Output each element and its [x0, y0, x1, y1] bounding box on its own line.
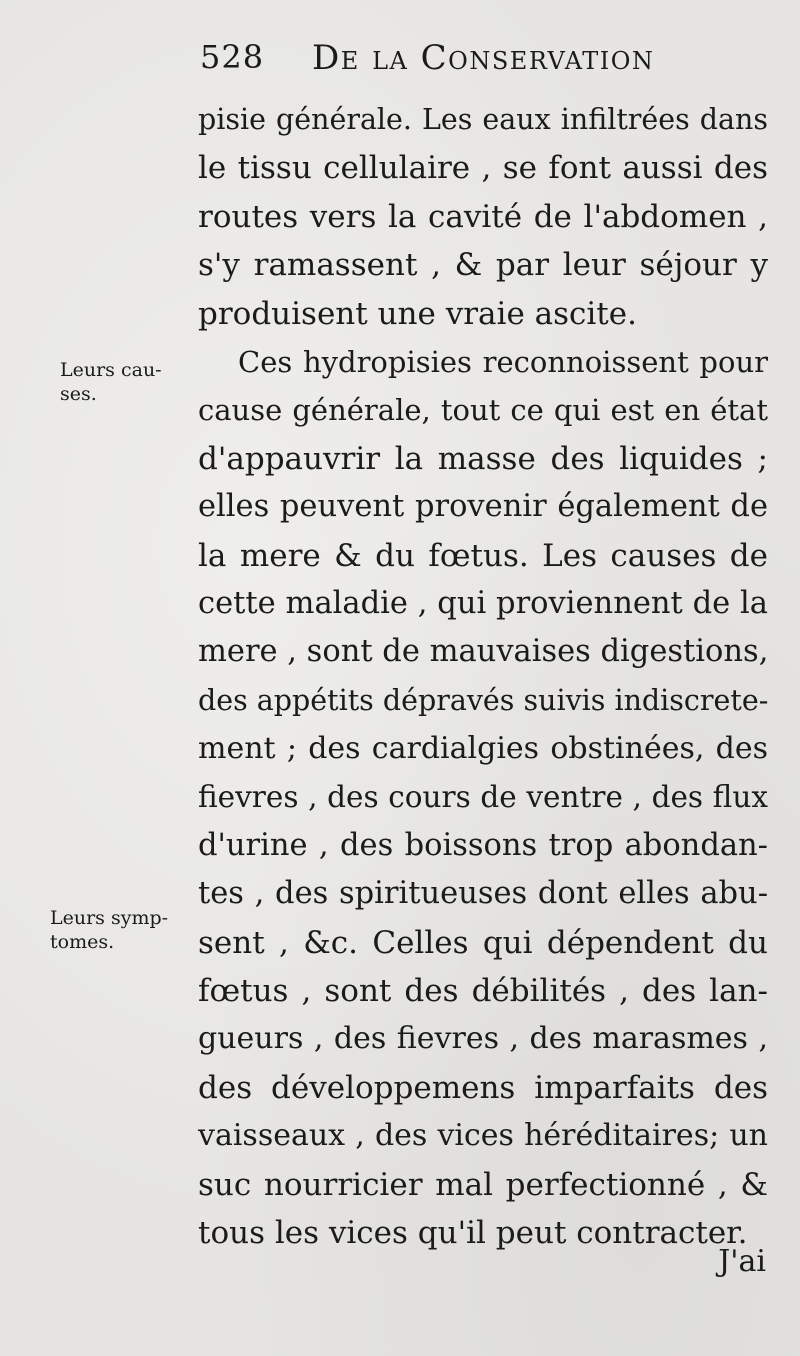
page-number: 528 [200, 38, 265, 76]
text-line: ment ; des cardialgies obstinées, des [198, 731, 768, 767]
margin-note-line: ses. [60, 383, 97, 405]
text-line: des développemens imparfaits des [198, 1069, 768, 1106]
text-line: cette maladie , qui proviennent de la [198, 585, 768, 621]
margin-note-symptoms [50, 906, 190, 954]
text-line: vaisseaux , des vices héréditaires; un [198, 1118, 768, 1154]
text-line: tous les vices qu'il peut contracter. [198, 1214, 748, 1251]
text-line: d'urine , des boissons trop abondan- [198, 827, 768, 863]
text-line: Ces hydropisies reconnoissent pour [238, 344, 768, 379]
text-line: la mere & du fœtus. Les causes de [198, 537, 768, 574]
text-line: gueurs , des fievres , des marasmes , [198, 1021, 768, 1057]
margin-note-line: tomes. [50, 931, 115, 953]
text-line: routes vers la cavité de l'abdomen , [198, 198, 768, 235]
text-line: suc nourricier mal perfectionné , & [198, 1166, 768, 1203]
margin-note-causes [60, 358, 200, 406]
text-line: le tissu cellulaire , se font aussi des [198, 150, 768, 187]
text-line: cause générale, tout ce qui est en état [198, 393, 768, 428]
text-line: pisie générale. Les eaux infiltrées dans [198, 103, 768, 136]
page-header [200, 38, 780, 98]
catchword: J'ai [718, 1244, 766, 1279]
text-line: fievres , des cours de ventre , des flux [198, 780, 768, 815]
text-line: s'y ramassent , & par leur séjour y [198, 247, 768, 284]
text-line: elles peuvent provenir également de [198, 489, 768, 525]
text-line: d'appauvrir la masse des liquides ; [198, 440, 768, 477]
body-text [198, 96, 768, 1257]
text-line: produisent une vraie ascite. [198, 295, 637, 332]
text-line: des appétits dépravés suivis indiscrete- [198, 683, 769, 717]
margin-note-line: Leurs cau- [60, 359, 162, 381]
text-line: tes , des spiritueuses dont elles abu- [198, 876, 768, 912]
text-line: sent , &c. Celles qui dépendent du [198, 924, 768, 961]
running-title: De la Conservation [312, 38, 655, 78]
margin-note-line: Leurs symp- [50, 907, 169, 929]
text-line: mere , sont de mauvaises digestions, [198, 634, 769, 670]
text-line: fœtus , sont des débilités , des lan- [198, 973, 768, 1010]
